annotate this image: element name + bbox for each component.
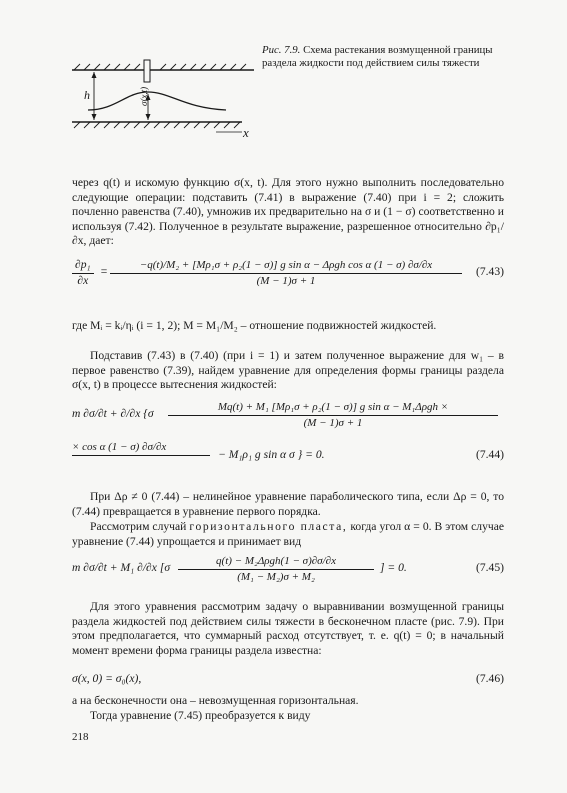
paragraph-3: Подставив (7.43) в (7.40) (при i = 1) и затем полученное выражение для w₁ – в первое равенство (7.39), найдем уравнение для определения формы границы раздела σ(x, t) в процессе вытеснения жидкостей: — [72, 349, 504, 392]
eq743-number: (7.43) — [475, 265, 504, 278]
eq744-lead: m ∂σ/∂t + ∂/∂x {σ — [72, 407, 154, 420]
caption-text: Схема растекания возмущенной границы раздела жидкости под действием силы тяжести — [262, 44, 493, 69]
paragraph-2: где Mᵢ = kᵢ/ηᵢ (i = 1, 2); M = M₁/M₂ – отношение подвижностей жидкостей. — [72, 319, 437, 332]
equation-7-44-line-2 — [72, 440, 504, 472]
paragraph-5-a: Рассмотрим случай — [90, 520, 187, 533]
figure-label-h: h — [84, 88, 90, 102]
paragraph-5-spaced: горизонтального пласта, — [189, 520, 348, 533]
equation-7-44-line-1 — [72, 396, 504, 436]
eq744-num: Mq(t) + M₁ [Mρ₁σ + ρ₂(1 − σ)] g sin α − M₁Δρgh × — [168, 400, 498, 416]
eq746-number: (7.46) — [475, 672, 504, 685]
paragraph-5-b: когда угол α = 0. В этом случае уравнение (7.44) упрощается и принимает вид — [72, 520, 504, 548]
equation-7-45 — [72, 550, 504, 590]
eq745-number: (7.45) — [475, 561, 504, 574]
paragraph-8: Тогда уравнение (7.45) преобразуется к виду — [90, 709, 311, 722]
eq743-lhs-num: ∂p₁ — [72, 258, 94, 274]
paragraph-6: Для этого уравнения рассмотрим задачу о выравнивании возмущенной границы раздела жидкостей под действием силы тяжести в бесконечном пласте (рис. 7.9). При этом предполагается, что суммарный расход отсутствует, т. е. q(t) = 0; в начальный момент времени форма границы раздела известна: — [72, 600, 504, 657]
paragraph-7: а на бесконечности она – невозмущенная горизонтальная. — [72, 694, 359, 707]
eq745-num: q(t) − M₂Δρgh(1 − σ)∂σ/∂x — [178, 554, 374, 570]
page-number: 218 — [72, 731, 89, 743]
eq744-den: (M − 1)σ + 1 — [303, 416, 363, 429]
eq744-number: (7.44) — [475, 448, 504, 461]
figure-label-sigma: σ(x,t) — [139, 86, 149, 106]
eq744-cont-tail: − M₁ρ₁ g sin α σ } = 0. — [218, 448, 325, 461]
eq744-cont-num: × cos α (1 − σ) ∂σ/∂x — [72, 440, 210, 456]
eq745-den: (M₁ − M₂)σ + M₂ — [237, 570, 315, 583]
equation-7-46 — [72, 672, 504, 688]
eq743-rhs-num: −q(t)/M₂ + [Mρ₁σ + ρ₂(1 − σ)] g sin α − Δρgh cos α (1 − σ) ∂σ/∂x — [110, 258, 462, 274]
caption-label: Рис. 7.9. — [262, 44, 301, 56]
paragraph-1: через q(t) и искомую функцию σ(x, t). Для этого нужно выполнить последовательно следующие операции: подставить (7.41) в выражение (7.40) при i = 2; сложить почленно равенства (7.40), умножив их предварительно на σ и (1 − σ) соответственно и используя (7.42). Полученное в результате выражение, разрешенное относительно ∂p₁/∂x, дает: — [72, 176, 504, 248]
figure-diagram — [66, 52, 256, 142]
eq745-lead: m ∂σ/∂t + M₁ ∂/∂x [σ — [72, 561, 171, 574]
paragraph-4: При Δρ ≠ 0 (7.44) – нелинейное уравнение параболического типа, если Δρ = 0, то (7.44) превращается в уравнение первого порядка. — [72, 490, 504, 518]
figure-label-x: x — [243, 125, 249, 140]
paragraph-5 — [72, 520, 504, 549]
figure-caption — [262, 44, 512, 70]
eq746-text: σ(x, 0) = σ₀(x), — [72, 672, 142, 685]
eq743-lhs-den: ∂x — [77, 273, 89, 287]
equation-7-43: $\frac{\text{∂p₁}}{\partial x}$ = −q(t)/M₂ + [Mρ₁σ + ρ₂(1 − σ)] g sin α − Δρgh cos α (1 − σ) ∂σ/∂x (M − 1)σ + 1 (7.43) — [72, 254, 504, 294]
eq745-tail: ] = 0. — [380, 561, 407, 574]
eq743-rhs-den: (M − 1)σ + 1 — [256, 274, 316, 287]
